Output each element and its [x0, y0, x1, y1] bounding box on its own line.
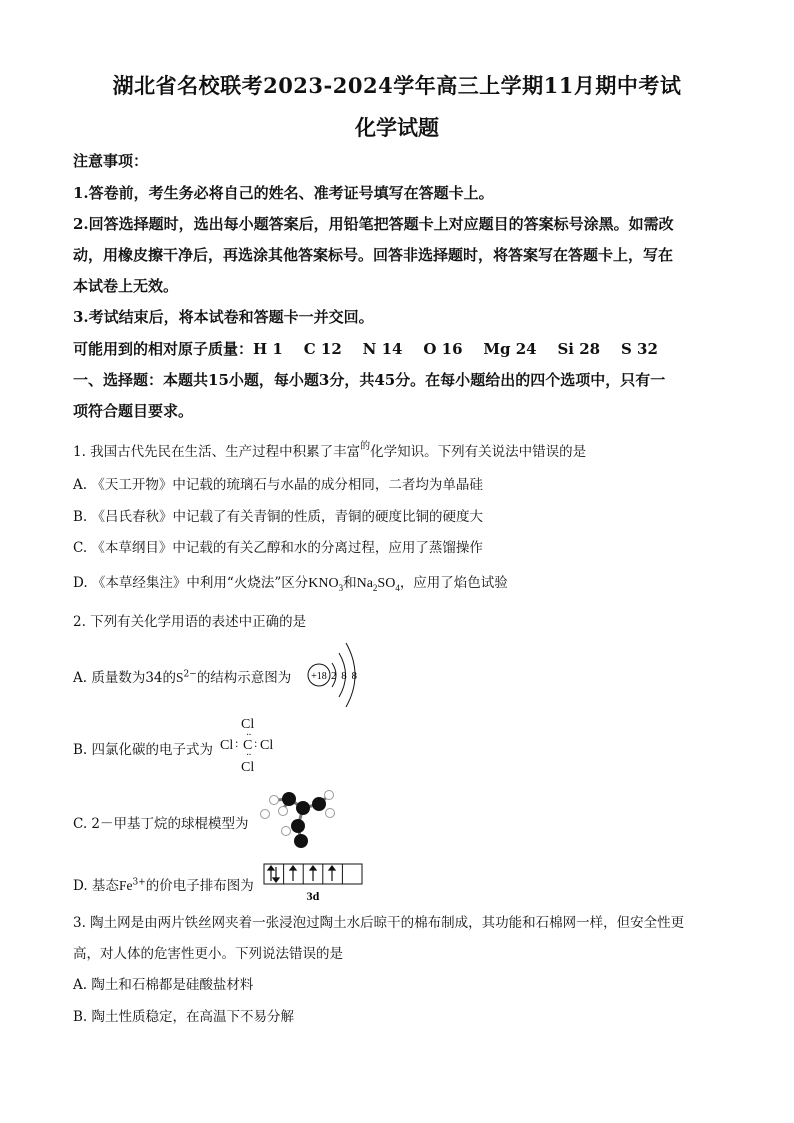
q1-stem-part-b: 化学知识。下列有关说法中错误的是 [370, 444, 587, 460]
formula-na2so4 [357, 576, 400, 591]
q2-option-a-part-b: 的结构示意图为 [196, 670, 292, 686]
hydrogen-atom-6 [282, 827, 291, 836]
electron-arrows [268, 866, 335, 882]
q2-option-b: B. 四氯化碳的电子式为 [73, 742, 214, 758]
hydrogen-atom-3 [279, 807, 288, 816]
carbon-atom-2 [296, 801, 310, 815]
hydrogen-atom-2 [261, 810, 270, 819]
nucleus-charge: +18 [311, 671, 327, 682]
q3-option-b: B. 陶土性质稳定，在高温下不易分解 [73, 1009, 295, 1025]
notice-item-1: 1.答卷前，考生务必将自己的姓名、准考证号填写在答题卡上。 [73, 184, 494, 202]
iron-charge: 3+ [132, 877, 146, 888]
electron-counts: 2 8 8 [331, 670, 358, 682]
formula-kno3-sub: 3 [338, 582, 344, 593]
section-1-line-1: 一、选择题：本题共15小题，每小题3分，共45分。在每小题给出的四个选项中，只有一 [73, 371, 666, 389]
notice-item-3: 3.考试结束后，将本试卷和答题卡一并交回。 [73, 308, 374, 326]
hydrogen-atom-4 [325, 791, 334, 800]
formula-so-sub: 4 [395, 582, 400, 593]
formula-na: Na [356, 576, 373, 591]
q3-option-a: A. 陶土和石棉都是硅酸盐材料 [73, 977, 254, 993]
q1-option-a: A. 《天工开物》中记载的琉璃石与水晶的成分相同，二者均为单晶硅 [73, 477, 483, 493]
q2-option-c: C. 2－甲基丁烷的球棍模型为 [73, 816, 249, 832]
carbon-atom-3 [312, 797, 326, 811]
exam-subtitle: 化学试题 [355, 115, 439, 140]
q1-option-d [73, 571, 723, 593]
carbon-atom-1 [282, 792, 296, 806]
q2-option-a [73, 666, 723, 686]
sulfur-charge: 2− [183, 669, 197, 680]
electron-pair-right: : [254, 736, 258, 750]
q3-stem-line-2: 高，对人体的危害性更小。下列说法错误的是 [73, 946, 343, 962]
q2-option-a-part-a: A. 质量数为34的 [73, 670, 177, 686]
ball-and-stick-model [256, 786, 338, 854]
q2-stem: 2. 下列有关化学用语的表述中正确的是 [73, 614, 307, 630]
q3-stem-line-1: 3. 陶土网是由两片铁丝网夹着一张浸泡过陶土水后晾干的棉布制成，其功能和石棉网一样，但安全性更 [73, 915, 685, 931]
carbon-atom-5 [294, 834, 308, 848]
notice-item-2-line-3: 本试卷上无效。 [73, 277, 179, 295]
notice-heading: 注意事项： [73, 152, 149, 170]
sulfur-symbol: S [176, 670, 184, 685]
q2-option-d [73, 874, 723, 894]
cl-left: Cl [220, 738, 234, 753]
q2-option-d-part-b: 的价电子排布图为 [145, 878, 254, 894]
notice-item-2-line-1: 2.回答选择题时，选出每小题答案后，用铅笔把答题卡上对应题目的答案标号涂黑。如需改 [73, 215, 674, 233]
electron-pair-top: ·· [246, 730, 251, 741]
formula-kno3-main: KNO [308, 576, 339, 591]
cl-right: Cl [260, 738, 274, 753]
q1-stem [73, 440, 723, 460]
atomic-masses: 可能用到的相对原子质量：H 1 C 12 N 14 O 16 Mg 24 Si 28 S 32 [73, 340, 658, 358]
electron-pair-bottom: ·· [246, 750, 251, 761]
carbon-atom-4 [291, 819, 305, 833]
formula-so: SO [377, 576, 396, 591]
electron-pair-left: : [235, 736, 239, 750]
hydrogen-atom-5 [326, 809, 335, 818]
q1-stem-part-a: 1. 我国古代先民在生活、生产过程中积累了丰富 [73, 444, 361, 460]
q1-option-b: B. 《吕氏春秋》中记载了有关青铜的性质，青铜的硬度比铜的硬度大 [73, 509, 484, 525]
q2-option-d-part-a: D. 基态 [73, 878, 119, 894]
formula-na-sub: 2 [372, 582, 378, 593]
cl-bottom: Cl [241, 760, 255, 775]
notice-item-2-line-2: 动，用橡皮擦干净后，再选涂其他答案标号。回答非选择题时，将答案写在答题卡上，写在 [73, 246, 674, 264]
ccl4-electron-formula [220, 717, 280, 777]
iron-symbol: Fe [118, 878, 133, 893]
atomic-structure-diagram [302, 636, 374, 714]
q1-option-c: C. 《本草纲目》中记载的有关乙醇和水的分离过程，应用了蒸馏操作 [73, 540, 483, 556]
q1-option-d-part-b: ，应用了焰色试验 [399, 575, 508, 591]
carbon-symbol: C [243, 738, 253, 753]
q1-stem-mark: 的 [360, 441, 371, 452]
exam-title: 湖北省名校联考2023-2024学年高三上学期11月期中考试 [112, 73, 682, 98]
orbital-diagram [263, 863, 365, 905]
orbital-label: 3d [306, 889, 320, 903]
q1-option-d-and: 和 [343, 575, 357, 591]
section-1-line-2: 项符合题目要求。 [73, 402, 194, 420]
hydrogen-atom-1 [270, 796, 279, 805]
q1-option-d-part-a: D. 《本草经集注》中利用“火烧法”区分 [73, 575, 309, 591]
cl-top: Cl [241, 717, 255, 732]
formula-kno3 [308, 576, 343, 591]
